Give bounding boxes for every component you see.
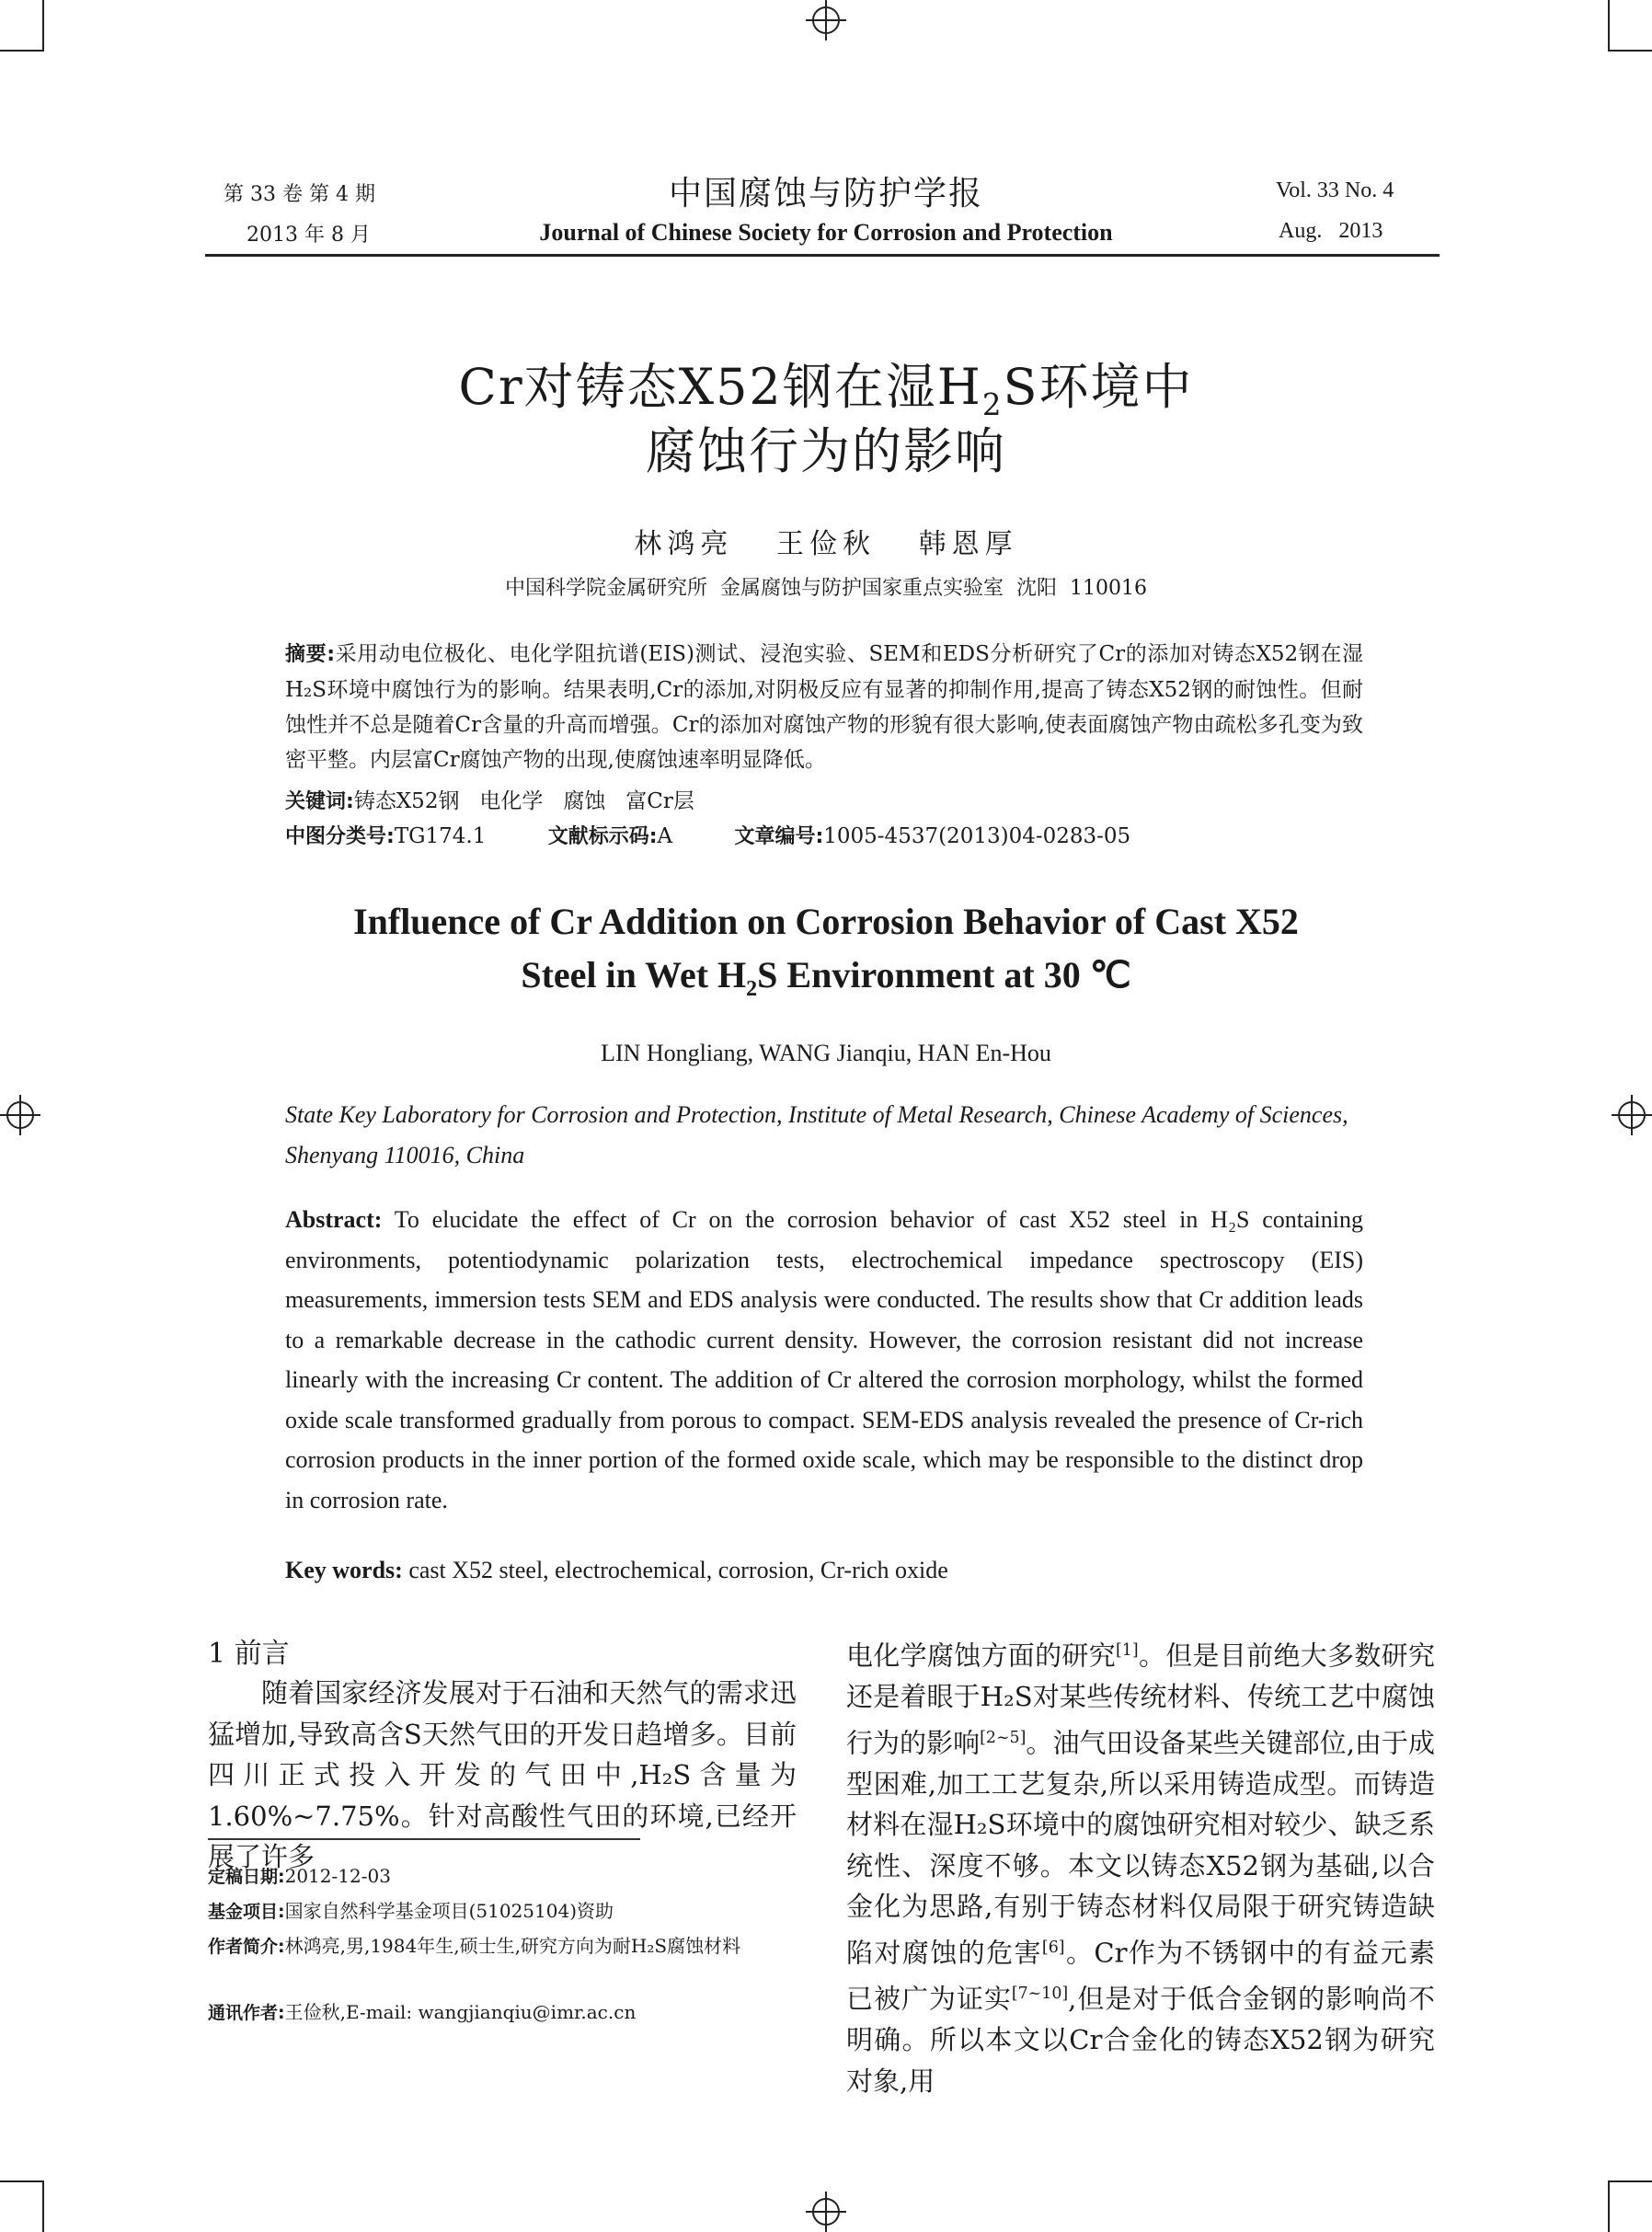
abstract-cn-text: 采用动电位极化、电化学阻抗谱(EIS)测试、浸泡实验、SEM和EDS分析研究了Cr的添加对铸态X52钢在湿H₂S环境中腐蚀行为的影响。结果表明,Cr的添加,对阴极反应有显著的抑制作用,提高了铸态X52钢的耐蚀性。但耐蚀性并不总是随着Cr含量的升高而增强。Cr的添加对腐蚀产物的形貌有很大影响,使表面腐蚀产物由疏松多孔变为致密平整。内层富Cr腐蚀产物的出现,使腐蚀速率明显降低。 <box>285 642 1363 772</box>
page-title-en-line1: Influence of Cr Addition on Corrosion Behavior of Cast X52 <box>353 901 1299 942</box>
date-cn: 2013 年 8 月 <box>247 224 371 247</box>
footnote-rule <box>208 1838 640 1840</box>
crop-mark <box>42 2180 44 2232</box>
affiliation-en: State Key Laboratory for Corrosion and Protection, Institute of Metal Research, Chinese Academy of Sciences, Shenyang 110016, China <box>285 1101 1348 1168</box>
doc-code-label: 文献标示码: <box>547 825 658 848</box>
article-no-value: 1005-4537(2013)04-0283-05 <box>823 824 1131 848</box>
keywords-en <box>285 1557 1363 1584</box>
date-en: Aug. 2013 <box>1279 219 1383 243</box>
abstract-en-text: To elucidate the effect of Cr on the corrosion behavior of cast X52 steel in H₂S containing environments, potentiodynamic polarization tests, electrochemical impedance spectroscopy (EIS) measurements, immersion tests SEM and EDS analysis were conducted. The results show that Cr addition leads to a remarkable decrease in the cathodic current density. However, the corrosion resistant did not increase linearly with the increasing Cr content. The addition of Cr altered the corrosion morphology, whilst the formed oxide scale transformed gradually from porous to compact. SEM-EDS analysis revealed the presence of Cr-rich corrosion products in the inner portion of the formed oxide scale, which may be responsible to the distinct drop in corrosion rate. <box>285 1206 1364 1513</box>
abstract-en-label: Abstract: <box>285 1206 383 1233</box>
registration-mark-icon <box>1612 1095 1652 1135</box>
volume-en: Vol. 33 No. 4 <box>1276 178 1394 202</box>
keywords-cn <box>285 784 694 814</box>
page-title-cn-line2: 腐蚀行为的影响 <box>646 422 1006 480</box>
keywords-cn-text: 铸态X52钢 电化学 腐蚀 富Cr层 <box>353 789 694 813</box>
registration-mark-icon <box>0 1095 40 1135</box>
crop-mark <box>1608 2180 1652 2182</box>
crop-mark <box>0 2180 44 2182</box>
keywords-en-label: Key words: <box>285 1557 403 1583</box>
page-title-en-line2: Steel in Wet $H_2S$ Environment at 30 ℃ <box>521 954 1131 1001</box>
doc-code-value: A <box>657 824 673 848</box>
clc-label: 中图分类号: <box>285 825 395 848</box>
footnote-fund: 基金项目:国家自然科学基金项目(51025104)资助 <box>208 1900 614 1922</box>
authors-cn: 林鸿亮 王俭秋 韩恩厚 <box>634 528 1018 560</box>
abstract-cn-label: 摘要: <box>285 643 336 666</box>
registration-mark-icon <box>806 2192 846 2232</box>
journal-title-cn: 中国腐蚀与防护学报 <box>668 175 983 213</box>
footnote-received: 定稿日期:2012-12-03 <box>208 1865 391 1887</box>
keywords-cn-label: 关键词: <box>285 790 354 813</box>
section1-right-column: 电化学腐蚀方面的研究[1]。但是目前绝大多数研究还是着眼于H₂S对某些传统材料、传统工艺中腐蚀行为的影响[2~5]。油气田设备某些关键部位,由于成型困难,加工工艺复杂,所以采用铸造成型。而铸造材料在湿H₂S环境中的腐蚀研究相对较少、缺乏系统性、深度不够。本文以铸态X52钢为基础,以合金化为思路,有别于铸态材料仅局限于研究铸造缺陷对腐蚀的危害[6]。Cr作为不锈钢中的有益元素已被广为证实[7~10],但是对于低合金钢的影响尚不明确。所以本文以Cr合金化的铸态X52钢为研究对象,用 <box>846 1639 1435 2097</box>
footnote-corresponding: 通讯作者:王俭秋,E-mail: wangjianqiu@imr.ac.cn <box>208 2001 637 2023</box>
citation: [7~10] <box>1011 1984 1069 2003</box>
footnote-author-bio: 作者简介:林鸿亮,男,1984年生,硕士生,研究方向为耐H₂S腐蚀材料 <box>208 1935 741 1957</box>
crop-mark <box>42 0 44 52</box>
crop-mark <box>1608 2180 1610 2232</box>
volume-cn: 第 33 卷 第 4 期 <box>224 183 375 206</box>
page-title-cn-line1: Cr对铸态X52钢在湿$H_2S$环境中 <box>458 358 1194 422</box>
article-no-label: 文章编号: <box>734 825 824 848</box>
clc-value: TG174.1 <box>394 824 487 848</box>
crop-mark <box>1608 0 1610 52</box>
classification-line <box>285 821 1130 849</box>
citation: [6] <box>1041 1938 1065 1957</box>
crop-mark <box>1608 50 1652 52</box>
affiliation-cn: 中国科学院金属研究所 金属腐蚀与防护国家重点实验室 沈阳 110016 <box>505 577 1147 600</box>
citation: [1] <box>1116 1641 1139 1660</box>
section-heading: 1 前言 <box>208 1638 290 1670</box>
citation: [2~5] <box>980 1728 1027 1747</box>
crop-mark <box>0 50 44 52</box>
abstract-cn <box>285 637 1363 777</box>
keywords-en-text: cast X52 steel, electrochemical, corrosion, Cr-rich oxide <box>408 1557 948 1583</box>
authors-en: LIN Hongliang, WANG Jianqiu, HAN En-Hou <box>601 1040 1051 1066</box>
header-rule <box>205 254 1440 257</box>
registration-mark-icon <box>806 0 846 40</box>
abstract-en <box>285 1200 1363 1520</box>
journal-title-en: Journal of Chinese Society for Corrosion and Protection <box>539 219 1113 246</box>
section1-left-column: 随着国家经济发展对于石油和天然气的需求迅猛增加,导致高含S天然气田的开发日趋增多。目前四川正式投入开发的气田中,H₂S含量为1.60%~7.75%。针对高酸性气田的环境,已经开展了许多 <box>208 1677 797 1872</box>
